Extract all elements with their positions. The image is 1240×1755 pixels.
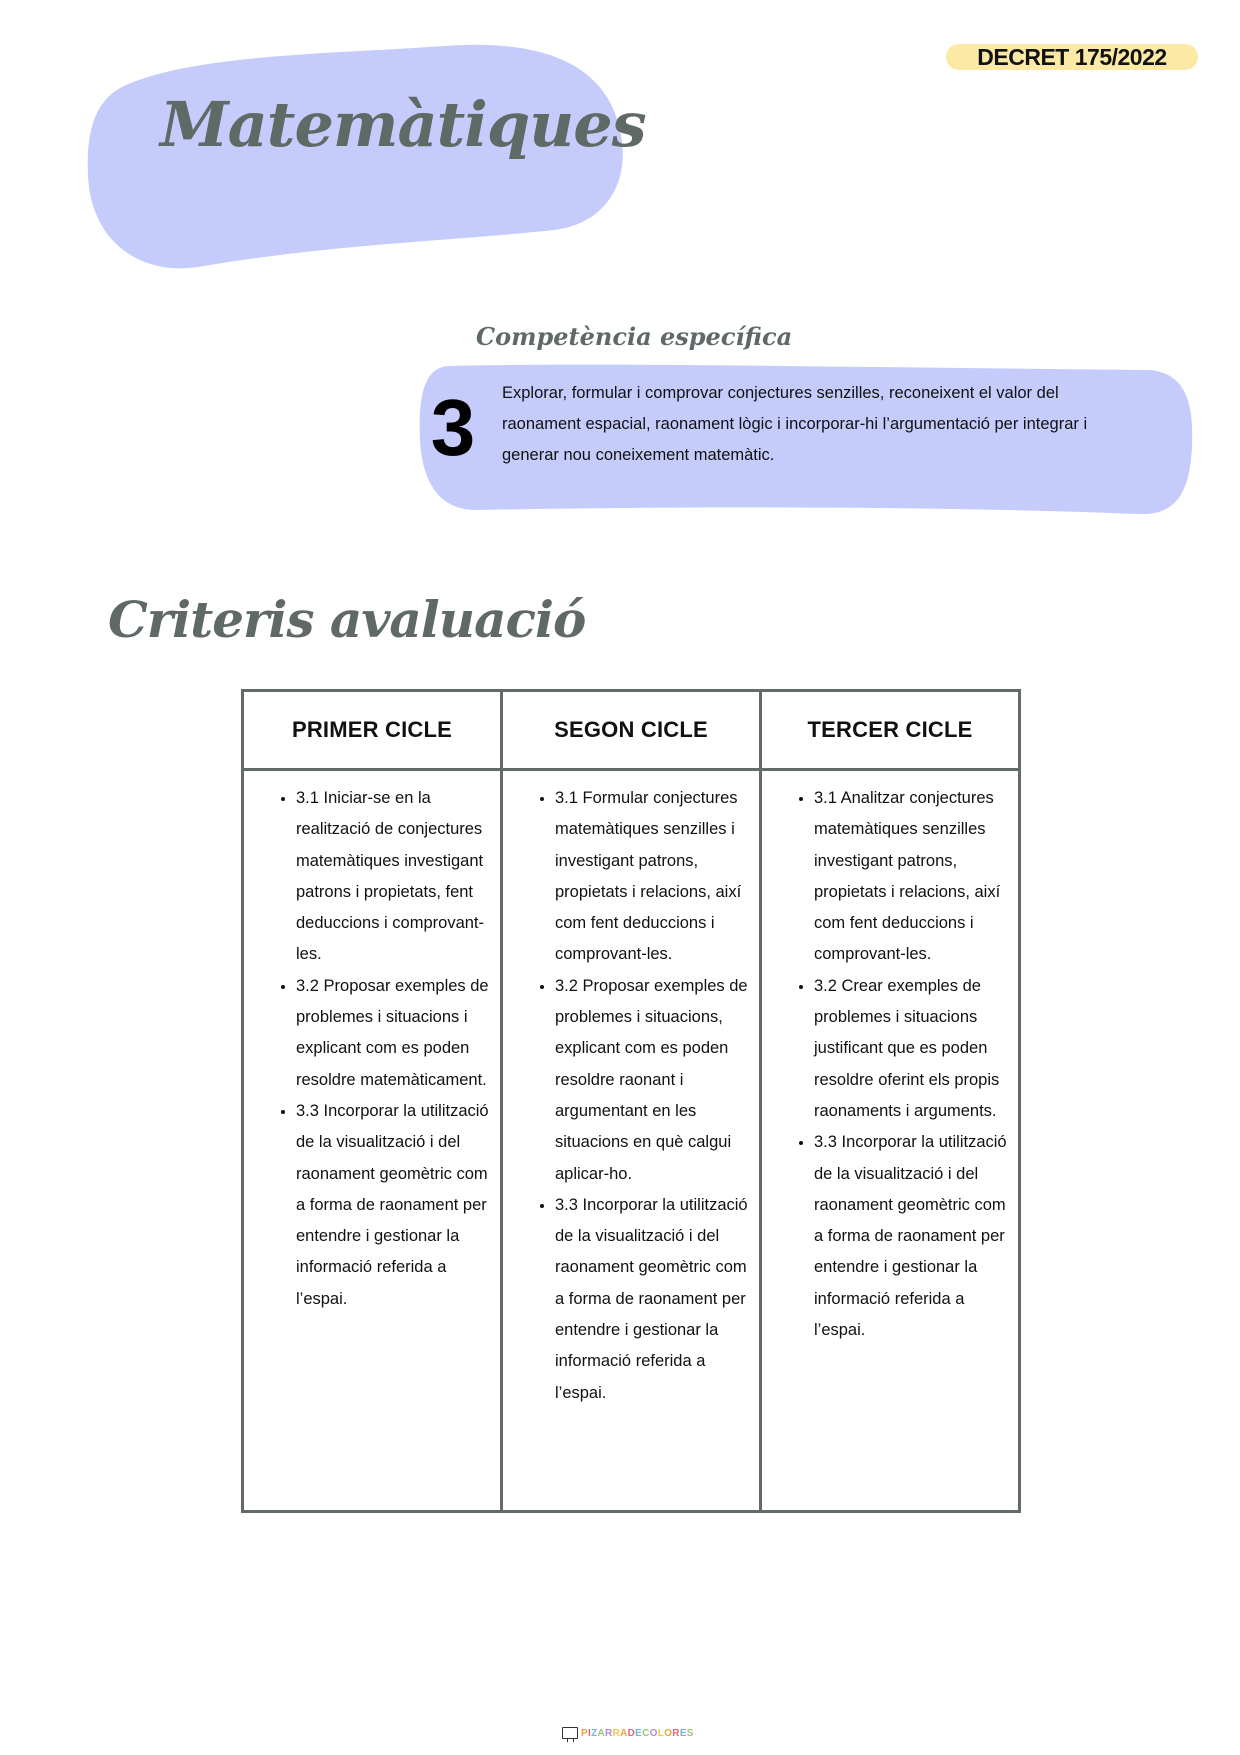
- list-item: • 3.3 Incorporar la utilització de la visualització i del raonament geomètric com a forma de raonament per entendre i gestionar la informació referida a l’espai.: [814, 1127, 1012, 1346]
- criteria-list: [762, 783, 1012, 1346]
- competencia-label: Competència específica: [476, 322, 793, 351]
- cell-primer-cicle: [243, 770, 502, 1512]
- list-item: • 3.2 Proposar exemples de problemes i situacions, explicant com es poden resoldre raonant i argumentant en les situacions en què calgui aplicar-ho.: [555, 971, 753, 1190]
- column-header: TERCER CICLE: [761, 691, 1020, 770]
- list-item: • 3.3 Incorporar la utilització de la visualització i del raonament geomètric com a forma de raonament per entendre i gestionar la informació referida a l’espai.: [555, 1190, 753, 1409]
- list-item: • 3.1 Iniciar-se en la realització de conjectures matemàtiques investigant patrons i propietats, fent deduccions i comprovant- les.: [296, 783, 494, 971]
- criteris-heading: Criteris avaluació: [108, 590, 586, 649]
- list-item: • 3.1 Analitzar conjectures matemàtiques senzilles investigant patrons, propietats i relacions, així com fent deduccions i comprovant-les.: [814, 783, 1012, 971]
- criteria-list: [244, 783, 494, 1315]
- criteria-list: [503, 783, 753, 1409]
- competencia-number: 3: [430, 383, 476, 472]
- column-header: PRIMER CICLE: [243, 691, 502, 770]
- table-row: [243, 770, 1020, 1512]
- chalkboard-icon: [562, 1727, 578, 1739]
- footer-logo: [562, 1724, 694, 1742]
- cell-tercer-cicle: [761, 770, 1020, 1512]
- list-item: • 3.3 Incorporar la utilització de la visualització i del raonament geomètric com a forma de raonament per entendre i gestionar la informació referida a l’espai.: [296, 1096, 494, 1315]
- column-header: SEGON CICLE: [502, 691, 761, 770]
- table-header-row: [243, 691, 1020, 770]
- list-item: • 3.2 Proposar exemples de problemes i situacions i explicant com es poden resoldre matemàticament.: [296, 971, 494, 1096]
- cell-segon-cicle: [502, 770, 761, 1512]
- criteris-table: [241, 689, 1021, 1513]
- page-title: Matemàtiques: [160, 88, 646, 161]
- competencia-text: Explorar, formular i comprovar conjectures senzilles, reconeixent el valor del raonament espacial, raonament lògic i incorporar-hi l’argumentació per integrar i generar nou coneixement matemàtic.: [502, 384, 1088, 464]
- list-item: • 3.2 Crear exemples de problemes i situacions justificant que es poden resoldre oferint els propis raonaments i arguments.: [814, 971, 1012, 1127]
- footer-brand: PIZARRADECOLORES: [581, 1727, 694, 1739]
- list-item: • 3.1 Formular conjectures matemàtiques senzilles i investigant patrons, propietats i relacions, així com fent deduccions i comprovant-les.: [555, 783, 753, 971]
- decret-badge: DECRET 175/2022: [946, 44, 1198, 70]
